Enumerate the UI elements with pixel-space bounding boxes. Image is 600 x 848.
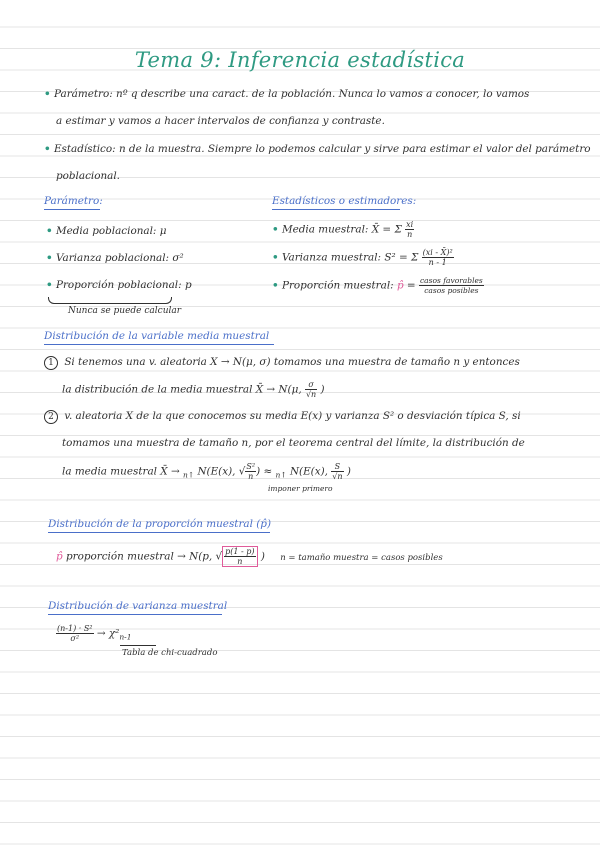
- parametro-note: Nunca se puede calcular: [68, 306, 182, 316]
- item2-text3: la media muestral X̄ →: [62, 465, 180, 478]
- dist-media-heading: Distribución de la variable media muestral: [44, 330, 270, 342]
- dist-varianza-heading: Distribución de varianza muestral: [48, 600, 228, 612]
- dist-proporcion-text: proporción muestral → N(p,: [65, 550, 213, 563]
- bullet-icon: •: [46, 279, 53, 291]
- item2-note: imponer primero: [268, 484, 333, 493]
- item2-end-num: S: [331, 462, 343, 472]
- proporcion-fraction-num: casos favorables: [419, 276, 483, 285]
- estadistico-heading: Estadísticos o estimadores:: [272, 195, 417, 207]
- item2-sqrt-num: S²: [246, 462, 256, 471]
- item-number-1: 1: [44, 356, 58, 370]
- item2-sqrt-den: n: [248, 472, 254, 481]
- chi-underline: [120, 645, 156, 646]
- item2-end-den: √n: [332, 472, 343, 481]
- dist-varianza-fraction: [56, 624, 94, 643]
- parametro-definition-line2: a estimar y vamos a hacer intervalos de confianza y contraste.: [56, 115, 385, 127]
- dist-varianza-num: (n-1) · S²: [57, 624, 93, 633]
- dist-media-item1-text2: la distribución de la media muestral X̄ → N(μ,: [62, 383, 302, 396]
- bullet-icon: •: [44, 88, 51, 100]
- brace-mark: [48, 297, 172, 304]
- varianza-fraction-num: (xi - X̄)²: [422, 248, 453, 257]
- chi-sub: n-1: [119, 632, 132, 642]
- item2-sub: n↑: [183, 470, 195, 480]
- estadistico-media-formula: X̄ = Σ: [371, 223, 402, 236]
- estadistico-definition-line1: [44, 143, 591, 155]
- dist-proporcion-close: ): [260, 550, 265, 563]
- parametro-media: [46, 225, 166, 237]
- varianza-fraction-den: n - 1: [428, 258, 447, 267]
- bullet-icon: •: [46, 252, 53, 264]
- bullet-icon: •: [272, 223, 279, 236]
- dist-media-item2-line1: [44, 410, 521, 424]
- media-fraction-den: n: [407, 230, 413, 239]
- dist-media-item2-text: v. aleatoria X de la que conocemos su media E(x) y varianza S² o desviación típica S, si: [64, 410, 521, 422]
- bullet-icon: •: [272, 279, 279, 292]
- varianza-fraction: [422, 248, 454, 267]
- item2-sqrt-fraction: [245, 462, 256, 481]
- dist-media-heading-underline: [44, 344, 274, 345]
- estadistico-proporcion: • Proporción muestral: p̂ = $\frac{\text{casos favorables}}{\text{casos posibles}}$: [272, 276, 483, 295]
- item1-fraction: [305, 380, 317, 399]
- estadistico-heading-underline: [272, 209, 400, 210]
- item2-end-fraction: [331, 462, 343, 481]
- item2-close: ): [346, 465, 351, 478]
- parametro-varianza-text: Varianza poblacional: σ²: [55, 252, 184, 264]
- dist-media-item1-text: Si tenemos una v. aleatoria X → N(μ, σ) tomamos una muestra de tamaño n y entonces: [64, 356, 520, 368]
- parametro-varianza: [46, 252, 184, 264]
- estadistico-varianza: [272, 248, 454, 267]
- proporcion-fraction-den: casos posibles: [424, 286, 479, 295]
- bullet-icon: •: [44, 143, 51, 155]
- dist-varianza-note: Tabla de chi-cuadrado: [122, 648, 218, 658]
- parametro-definition-text: Parámetro: nº q describe una caract. de la población. Nunca lo vamos a conocer, lo vamos: [53, 88, 530, 100]
- estadistico-varianza-label: Varianza muestral:: [281, 251, 382, 264]
- page-title: Tema 9: Inferencia estadística: [134, 48, 466, 72]
- estadistico-definition-line2: poblacional.: [56, 170, 120, 182]
- dist-proporcion-note: n = tamaño muestra = casos posibles: [280, 552, 443, 563]
- item2-approx: ≈: [263, 465, 273, 478]
- media-fraction-num: xi: [406, 220, 414, 229]
- parametro-media-text: Media poblacional: μ: [55, 225, 167, 237]
- estadistico-varianza-formula: S² = Σ: [384, 251, 419, 264]
- item1-close: ): [320, 383, 325, 396]
- proporcion-fraction: [419, 276, 484, 295]
- parametro-heading-underline: [44, 209, 100, 210]
- media-fraction: [405, 220, 414, 239]
- dist-varianza-line: [56, 624, 131, 643]
- chi-symbol: χ²: [108, 627, 120, 640]
- item-number-2: 2: [44, 410, 58, 424]
- dist-proporcion-heading-underline: [48, 532, 270, 533]
- dist-media-item2-line2: tomamos una muestra de tamaño n, por el teorema central del límite, la distribución de: [62, 437, 525, 449]
- item2-approx-sub: n↑: [275, 470, 287, 480]
- dist-varianza-den: σ²: [70, 634, 80, 643]
- dist-media-item1-line2: [62, 380, 325, 399]
- estadistico-media-label: Media muestral:: [281, 223, 369, 236]
- dist-proporcion-line: p̂ proporción muestral → N(p, √ $\frac{p(1 - p)}{n}$ ) n = tamaño muestra = casos posibles: [56, 547, 443, 566]
- dist-proporcion-num: p(1 - p): [225, 547, 255, 556]
- dist-proporcion-heading: Distribución de la proporción muestral (p̂): [48, 518, 272, 530]
- parametro-definition-line1: [44, 88, 529, 100]
- bullet-icon: •: [46, 225, 53, 237]
- estadistico-proporcion-label: Proporción muestral:: [281, 279, 394, 292]
- estadistico-definition-text: Estadístico: n de la muestra. Siempre lo podemos calcular y sirve para estimar el valor del parámetro: [53, 143, 591, 155]
- dist-proporcion-den: n: [237, 557, 243, 566]
- parametro-proporcion: [46, 279, 192, 291]
- bullet-icon: •: [272, 251, 279, 264]
- item1-fraction-den: √n: [305, 390, 317, 399]
- parametro-heading: Parámetro:: [44, 195, 103, 207]
- dist-varianza-heading-underline: [48, 614, 222, 615]
- arrow-icon: →: [96, 627, 106, 640]
- dist-media-item2-line3: la media muestral X̄ → $_{n↑}$ N(E(x), √ $\frac{\text{S²}}{n}$ ) ≈ $_{n↑}$ N(E(x), $\frac{S}{√n}$ ): [62, 462, 351, 481]
- item1-fraction-num: σ: [305, 380, 317, 390]
- item2-mid: N(E(x),: [197, 465, 236, 478]
- estadistico-media: [272, 220, 414, 239]
- item2-end: N(E(x),: [289, 465, 328, 478]
- dist-media-item1-line1: [44, 356, 520, 370]
- parametro-proporcion-text: Proporción poblacional: p: [55, 279, 192, 291]
- proporcion-hat-symbol: p̂: [56, 550, 63, 563]
- dist-proporcion-fraction: [222, 546, 257, 567]
- proporcion-symbol: p̂: [396, 279, 404, 292]
